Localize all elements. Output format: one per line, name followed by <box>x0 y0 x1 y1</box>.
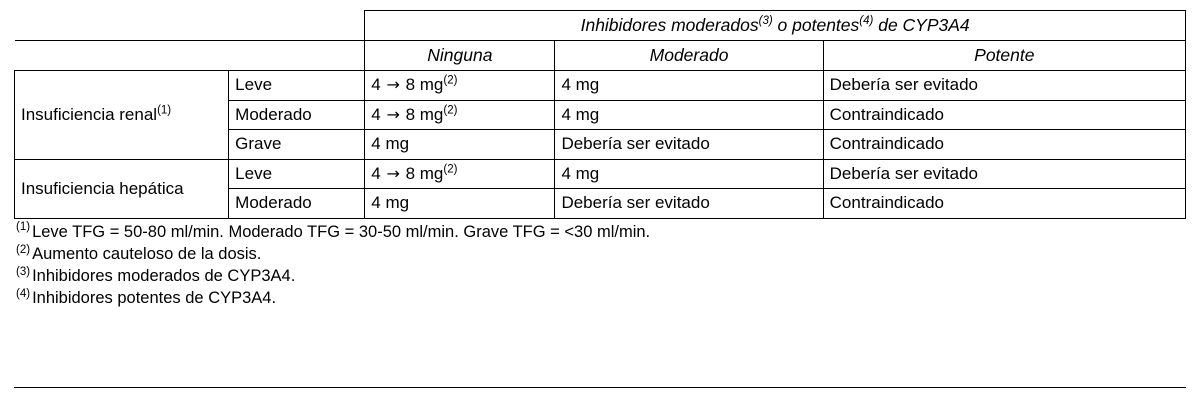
cell-pre: 4 mg <box>561 163 600 183</box>
subheader-potente: Potente <box>823 41 1185 71</box>
rowgroup-label-hepatica-text: Insuficiencia hepática <box>21 178 184 198</box>
footnote-mark: (3) <box>16 265 31 278</box>
rowgroup-label-renal-text: Insuficiencia renal <box>21 104 158 124</box>
cell-value <box>823 71 1185 101</box>
arrow-glyph: → <box>386 104 400 124</box>
header-group-mid: o potentes <box>772 15 860 35</box>
cell-pre: Debería ser evitado <box>829 75 979 95</box>
cell-pre: Debería ser evitado <box>561 134 710 154</box>
cell-value <box>555 159 823 189</box>
cell-pre: 4 <box>371 104 386 124</box>
rowgroup-label-renal <box>15 71 229 160</box>
footnote-item <box>16 221 1186 243</box>
severity-label: Grave <box>229 130 365 160</box>
severity-label: Moderado <box>229 100 365 130</box>
footnote-item <box>16 265 1186 287</box>
cell-pre: 4 mg <box>561 75 600 95</box>
cell-value <box>823 100 1185 130</box>
table-header-row-sub <box>15 41 1186 71</box>
cell-pre: Contraindicado <box>829 104 945 124</box>
footnote-mark: (4) <box>16 287 31 300</box>
table-row <box>15 159 1186 189</box>
cell-value <box>365 189 555 219</box>
cell-sup: (2) <box>443 104 458 117</box>
cell-pre: Contraindicado <box>829 193 945 213</box>
cell-pre: Debería ser evitado <box>829 163 979 183</box>
cell-value <box>823 159 1185 189</box>
subheader-empty-corner <box>15 41 365 71</box>
footnote-item <box>16 243 1186 265</box>
cell-value <box>555 189 823 219</box>
header-group-sup-4: (4) <box>859 15 874 28</box>
cell-value <box>365 159 555 189</box>
cell-post: 8 mg <box>400 75 444 95</box>
cell-pre: 4 mg <box>371 134 410 154</box>
cell-value <box>823 130 1185 160</box>
cell-value <box>365 71 555 101</box>
cell-pre: 4 <box>371 163 386 183</box>
cell-sup: (2) <box>443 163 458 176</box>
header-empty-corner <box>15 11 365 41</box>
footnote-text: Leve TFG = 50-80 ml/min. Moderado TFG = 30-50 ml/min. Grave TFG = <30 ml/min. <box>32 222 651 241</box>
severity-label: Moderado <box>229 189 365 219</box>
footnote-text: Aumento cauteloso de la dosis. <box>32 245 262 264</box>
subheader-moderado: Moderado <box>555 41 823 71</box>
arrow-glyph: → <box>386 75 400 95</box>
severity-label: Leve <box>229 159 365 189</box>
cell-value <box>365 130 555 160</box>
table-header-row-group <box>15 11 1186 41</box>
cell-sup: (2) <box>443 74 458 87</box>
header-inhibitors-group <box>365 11 1186 41</box>
cell-post: 8 mg <box>400 163 444 183</box>
table-row <box>15 71 1186 101</box>
severity-label: Leve <box>229 71 365 101</box>
dosing-adjustment-table <box>14 10 1186 219</box>
footnote-text: Inhibidores moderados de CYP3A4. <box>32 267 296 286</box>
bottom-divider <box>14 387 1186 388</box>
cell-value <box>555 130 823 160</box>
footnote-mark: (1) <box>16 221 31 234</box>
footnotes-list <box>14 221 1186 309</box>
arrow-glyph: → <box>386 163 400 183</box>
cell-value <box>823 189 1185 219</box>
cell-value <box>555 100 823 130</box>
cell-pre: 4 mg <box>561 104 600 124</box>
cell-pre: Contraindicado <box>829 134 945 154</box>
footnote-mark: (2) <box>16 243 31 256</box>
header-group-pre: Inhibidores moderados <box>580 15 759 35</box>
rowgroup-label-hepatica <box>15 159 229 218</box>
cell-pre: 4 <box>371 75 386 95</box>
cell-pre: Debería ser evitado <box>561 193 710 213</box>
header-group-sup-3: (3) <box>758 15 773 28</box>
cell-value <box>555 71 823 101</box>
cell-pre: 4 mg <box>371 193 410 213</box>
cell-value <box>365 100 555 130</box>
cell-post: 8 mg <box>400 104 444 124</box>
footnote-text: Inhibidores potentes de CYP3A4. <box>32 289 277 308</box>
footnote-item <box>16 287 1186 309</box>
header-group-post: de CYP3A4 <box>873 15 970 35</box>
rowgroup-label-renal-sup: (1) <box>157 104 172 117</box>
subheader-ninguna: Ninguna <box>365 41 555 71</box>
